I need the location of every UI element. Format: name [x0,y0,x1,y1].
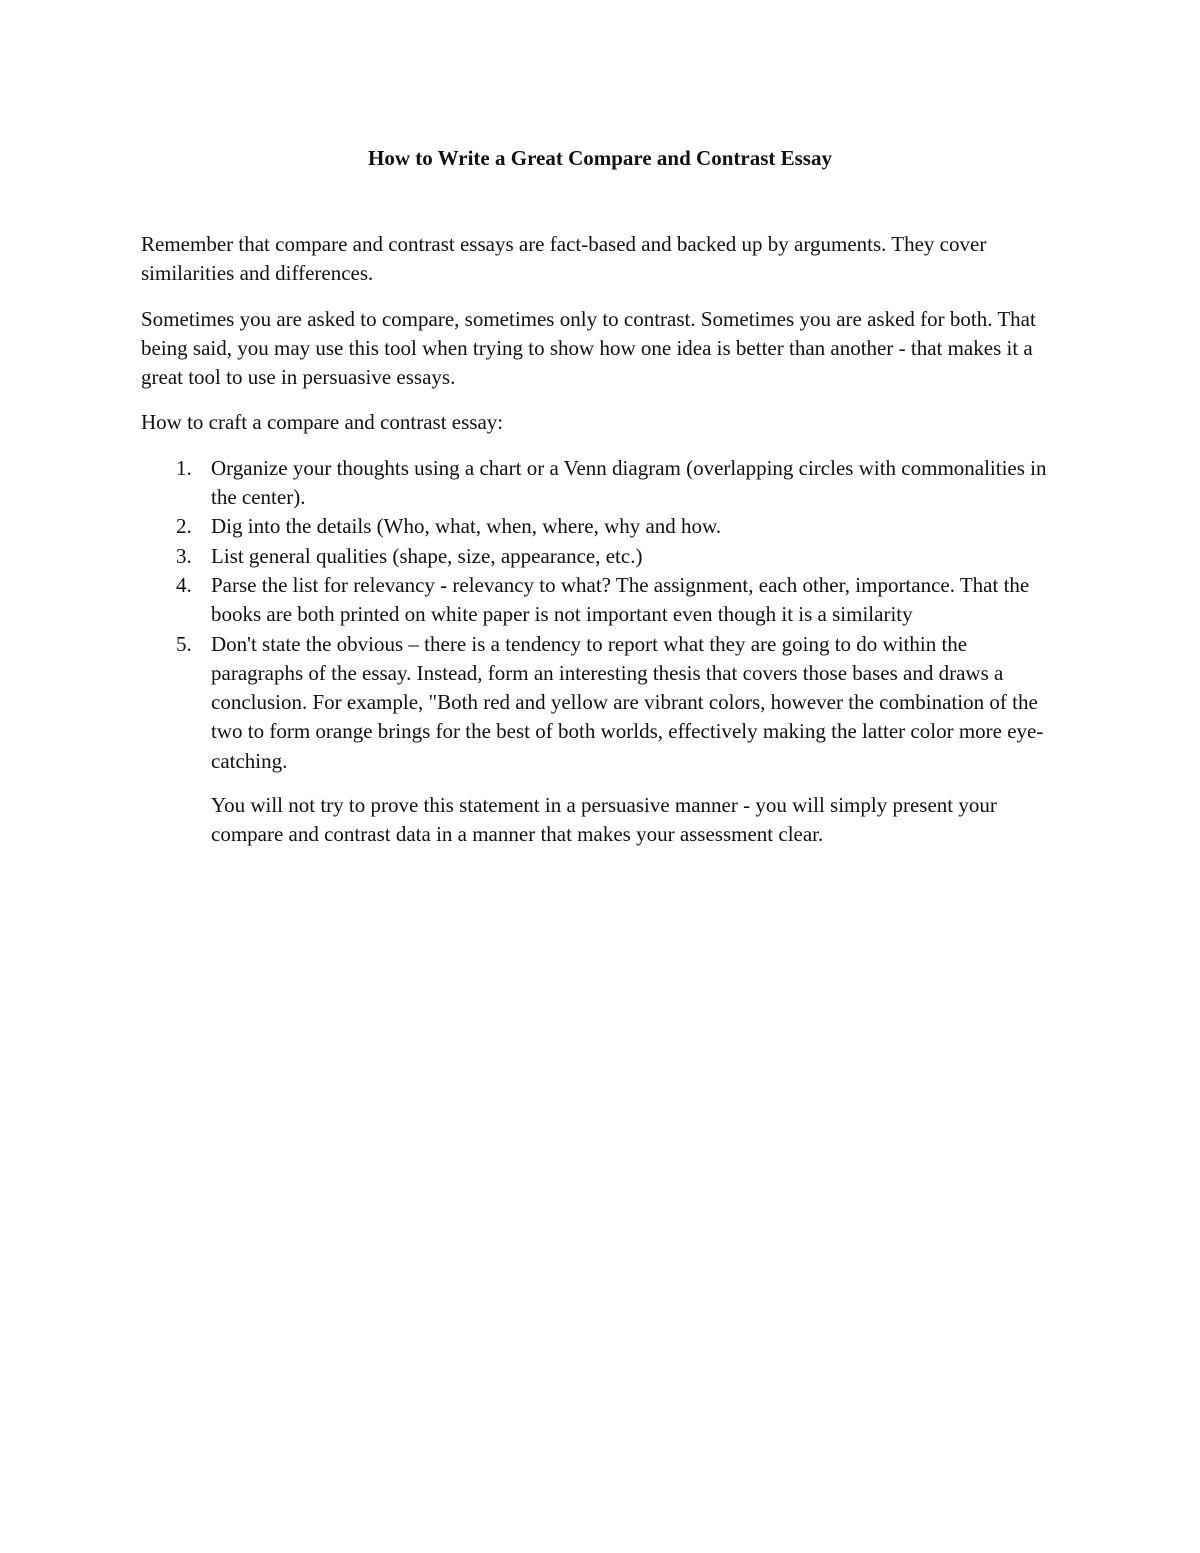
list-item [141,542,1061,571]
list-item [141,512,1061,541]
list-item-number: 1. [176,455,192,480]
step-5-followup-paragraph: You will not try to prove this statement in a persuasive manner - you will simply present your compare and contrast data in a manner that makes your assessment clear. [211,793,997,847]
list-item-text: Don't state the obvious – there is a tendency to report what they are going to do within the paragraphs of the essay. Instead, form an interesting thesis that covers those bases and draws a conclusion. For example, "Both red and yellow are vibrant colors, however the combination of the two to form orange brings for the best of both worlds, effectively making the latter color more eye-catching. [211,631,1044,773]
how-to-heading: How to craft a compare and contrast essay: [141,410,504,435]
list-item-number: 3. [176,543,192,568]
list-item-text: Organize your thoughts using a chart or a Venn diagram (overlapping circles with commonalities in the center). [211,455,1047,510]
compare-contrast-paragraph: Sometimes you are asked to compare, sometimes only to contrast. Sometimes you are asked for both. That being said, you may use this tool when trying to show how one idea is better than another - that makes it a great tool to use in persuasive essays. [141,306,1036,390]
list-item-text: Parse the list for relevancy - relevancy to what? The assignment, each other, importance. That the books are both printed on white paper is not important even though it is a similarity [211,572,1030,627]
list-item-number: 4. [176,572,192,597]
list-item [141,454,1061,513]
list-item-number: 2. [176,514,192,539]
list-item-text: List general qualities (shape, size, appearance, etc.) [211,543,643,568]
document-body [141,230,1061,850]
list-item-number: 5. [176,631,192,656]
list-item-text: Dig into the details (Who, what, when, where, why and how. [211,514,722,539]
list-item [141,571,1061,630]
intro-paragraph: Remember that compare and contrast essays are fact-based and backed up by arguments. They cover similarities and differences. [141,232,987,286]
steps-list [141,454,1061,776]
list-item [141,630,1061,776]
document-title: How to Write a Great Compare and Contrast Essay [368,146,832,170]
